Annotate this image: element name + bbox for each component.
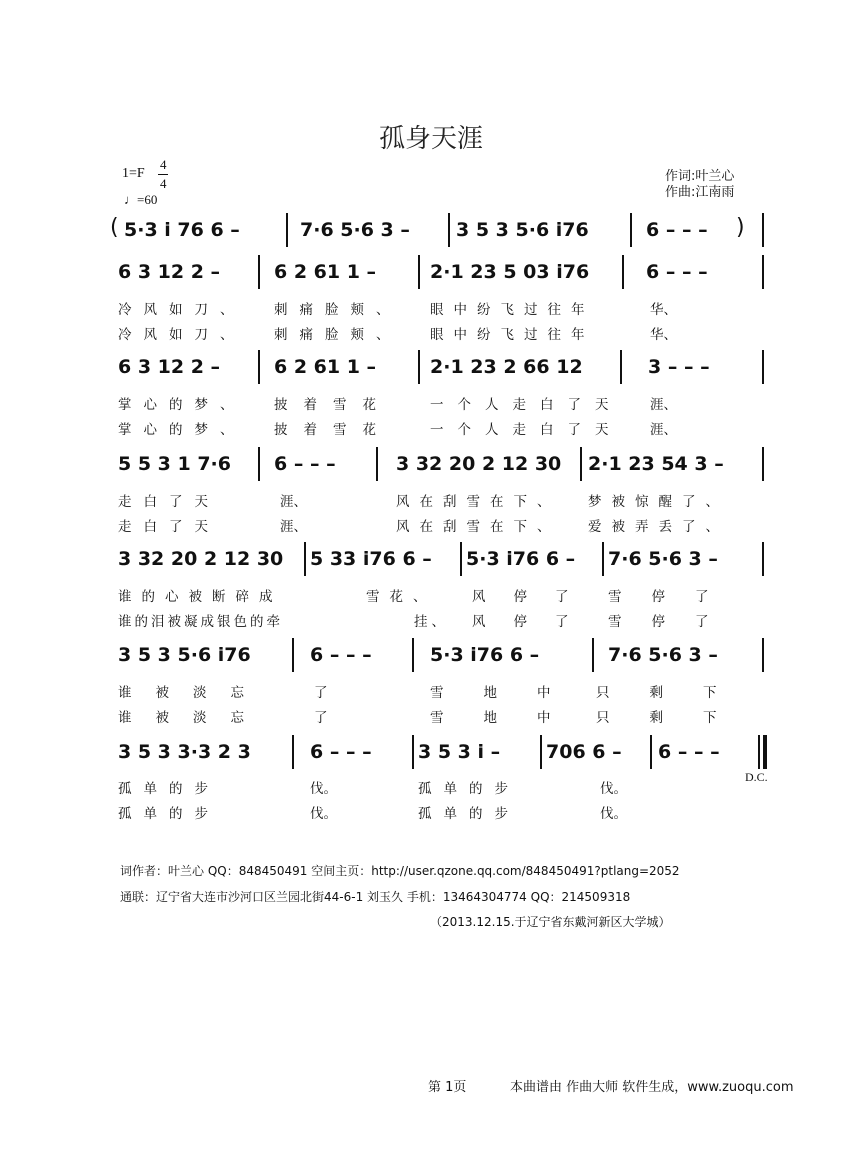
barline: [376, 447, 378, 481]
barline: [592, 638, 594, 672]
measure: 5 33 i76 6 –: [310, 548, 432, 570]
song-title: 孤身天涯: [378, 124, 483, 154]
open-paren: (: [110, 215, 119, 240]
lyric-line: 冷风如刀、 刺痛脸颊、 眼中纷飞过往年 华、: [118, 327, 677, 343]
measure: 3 32 20 2 12 30: [396, 453, 562, 475]
measure: 5 5 3 1 7·6: [118, 453, 231, 475]
da-capo-marking: D.C.: [745, 770, 768, 784]
barline: [650, 735, 652, 769]
measure: 3 5 3 5·6 i76: [118, 644, 251, 666]
barline: [460, 542, 462, 576]
barline: [762, 638, 764, 672]
time-signature-divider: [158, 174, 168, 175]
measure: 6 – – –: [310, 741, 372, 763]
measure: 2·1 23 2 66 12: [430, 356, 583, 378]
score-row-4: [110, 447, 770, 481]
score-row-1: [110, 213, 770, 247]
measure: 5·3 i76 6 –: [466, 548, 576, 570]
measure: 6 – – –: [310, 644, 372, 666]
lyric-line: 走白了天 涯、 风在刮雪在下、 爱被弄丢了、: [118, 519, 729, 535]
barline: [630, 213, 632, 247]
lyric-line: 掌心的梦、 披着雪花 一个人走白了天 涯、: [118, 422, 677, 438]
score-row-3: [110, 350, 770, 384]
lyric-line: 走白了天 涯、 风在刮雪在下、 梦被惊醒了、: [118, 494, 729, 510]
lyric-line: 孤单的步 伐。 孤单的步 伐。: [118, 806, 627, 822]
barline: [258, 447, 260, 481]
measure: 3 5 3 3·3 2 3: [118, 741, 251, 763]
barline: [412, 735, 414, 769]
final-barline-thick: [763, 735, 767, 769]
lyric-line: 谁被淡忘 了 雪地中 只剩下: [118, 710, 757, 726]
close-paren: ): [736, 215, 745, 240]
author-contact: 词作者：叶兰心 QQ：848450491 空间主页：http://user.qzone.qq.com/848450491?ptlang=2052: [120, 864, 680, 878]
final-barline-thin: [758, 735, 760, 769]
lyric-line: 掌心的梦、 披着雪花 一个人走白了天 涯、: [118, 397, 677, 413]
lyric-line: 谁被淡忘 了 雪地中 只剩下: [118, 685, 757, 701]
lyric-line: 谁的泪被凝成银色的牵 挂、 风停了 雪停了: [118, 614, 739, 630]
barline: [258, 350, 260, 384]
barline: [292, 735, 294, 769]
barline: [762, 542, 764, 576]
quarter-note-icon: ♩: [124, 192, 137, 207]
measure: 6 2 61 1 –: [274, 261, 377, 283]
score-row-5: [110, 542, 770, 576]
measure: 6 – – –: [274, 453, 336, 475]
measure: 7·6 5·6 3 –: [300, 219, 410, 241]
barline: [762, 350, 764, 384]
measure: 3 5 3 i –: [418, 741, 501, 763]
measure: 7·6 5·6 3 –: [608, 644, 718, 666]
score-row-2: [110, 255, 770, 289]
barline: [418, 350, 420, 384]
barline: [622, 255, 624, 289]
barline: [448, 213, 450, 247]
measure: 6 2 61 1 –: [274, 356, 377, 378]
barline: [762, 447, 764, 481]
measure: 6 – – –: [658, 741, 720, 763]
score-row-7: [110, 735, 770, 769]
barline: [412, 638, 414, 672]
composer-credit: 作曲:江南雨: [665, 185, 735, 200]
barline: [304, 542, 306, 576]
measure: 3 5 3 5·6 i76: [456, 219, 589, 241]
generator-credit: 本曲谱由 作曲大师 软件生成，www.zuoqu.com: [510, 1080, 794, 1095]
measure: 6 – – –: [646, 219, 708, 241]
page-number: 第 1页: [428, 1080, 467, 1095]
time-signature-top: 4: [160, 157, 167, 172]
tempo-marking: ♩=60: [124, 192, 158, 207]
measure: 3 – – –: [648, 356, 710, 378]
barline: [762, 213, 764, 247]
measure: 5·3 i76 6 –: [430, 644, 540, 666]
barline: [286, 213, 288, 247]
measure: 7·6 5·6 3 –: [608, 548, 718, 570]
barline: [602, 542, 604, 576]
lyric-line: 孤单的步 伐。 孤单的步 伐。: [118, 781, 627, 797]
address-contact: 通联：辽宁省大连市沙河口区兰园北街44-6-1 刘玉久 手机：13464304774 QQ：214509318: [120, 890, 631, 904]
measure: 5·3 i 76 6 –: [124, 219, 240, 241]
measure: 6 3 12 2 –: [118, 261, 221, 283]
key-signature: 1=F: [122, 166, 145, 181]
lyric-line: 冷风如刀、 刺痛脸颊、 眼中纷飞过往年 华、: [118, 302, 677, 318]
barline: [540, 735, 542, 769]
measure: 2·1 23 5 03 i76: [430, 261, 590, 283]
measure: 3 32 20 2 12 30: [118, 548, 284, 570]
lyric-line: 谁的心被断碎成 雪花、 风停了 雪停了: [118, 589, 739, 605]
barline: [762, 255, 764, 289]
date-place-note: （2013.12.15.于辽宁省东戴河新区大学城）: [430, 915, 671, 929]
score-row-6: [110, 638, 770, 672]
measure: 6 – – –: [646, 261, 708, 283]
barline: [418, 255, 420, 289]
measure: 706 6 –: [546, 741, 622, 763]
barline: [580, 447, 582, 481]
lyricist-credit: 作词:叶兰心: [665, 169, 735, 184]
time-signature-bottom: 4: [160, 176, 167, 191]
barline: [292, 638, 294, 672]
barline: [258, 255, 260, 289]
measure: 6 3 12 2 –: [118, 356, 221, 378]
measure: 2·1 23 54 3 –: [588, 453, 724, 475]
barline: [620, 350, 622, 384]
